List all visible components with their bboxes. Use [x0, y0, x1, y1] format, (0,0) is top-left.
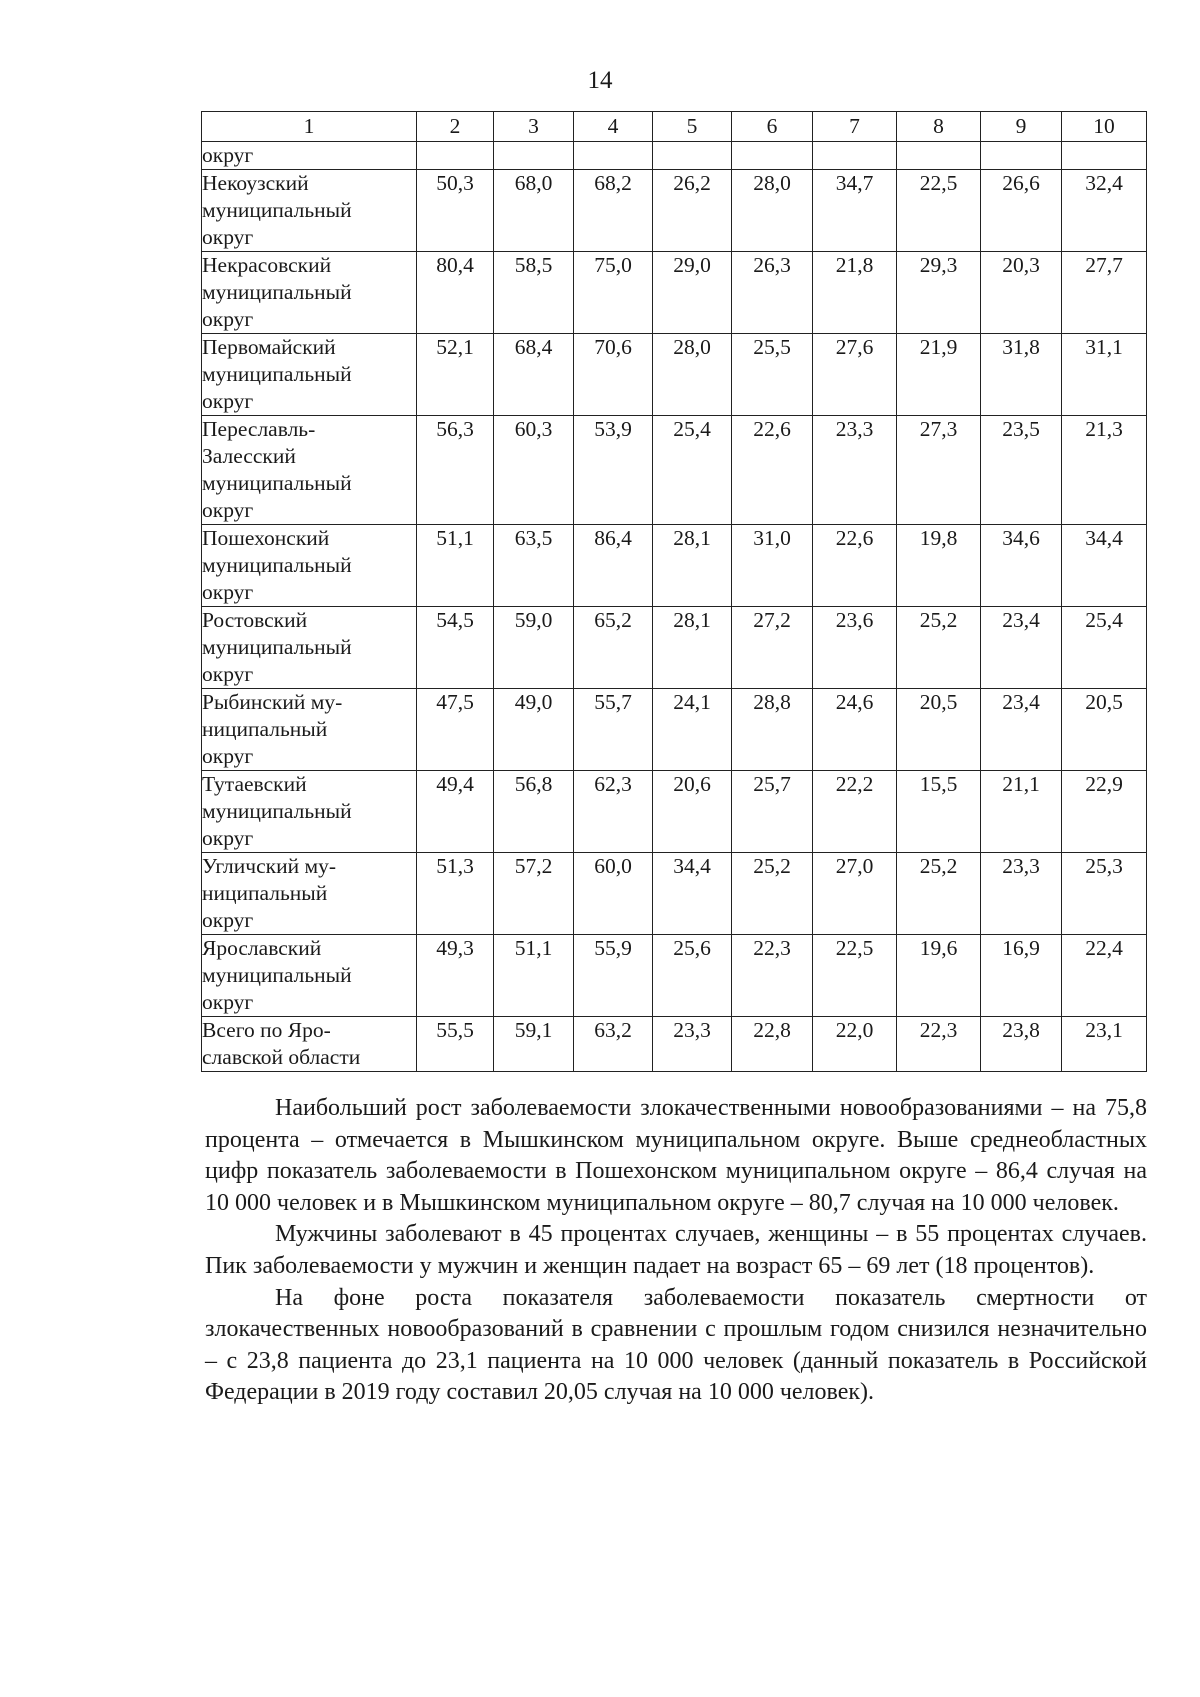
table-row: [202, 170, 1147, 252]
value-cell: 21,8: [813, 252, 897, 334]
value-cell: 22,3: [897, 1017, 981, 1072]
value-cell: 25,6: [653, 935, 732, 1017]
value-cell: 20,5: [897, 689, 981, 771]
value-cell: 34,4: [1062, 525, 1147, 607]
value-cell: 22,8: [732, 1017, 813, 1072]
value-cell: 56,8: [494, 771, 574, 853]
value-cell: 29,0: [653, 252, 732, 334]
value-cell: 51,1: [417, 525, 494, 607]
value-cell: 68,4: [494, 334, 574, 416]
value-cell: 27,6: [813, 334, 897, 416]
value-cell: 28,1: [653, 525, 732, 607]
district-name-cell: Ростовский муниципальный округ: [202, 607, 417, 689]
value-cell: 24,1: [653, 689, 732, 771]
district-name-cell: Ярославский муниципальный округ: [202, 935, 417, 1017]
value-cell: 60,3: [494, 416, 574, 525]
value-cell: 70,6: [574, 334, 653, 416]
column-header: 2: [417, 112, 494, 142]
value-cell: 34,6: [981, 525, 1062, 607]
district-name-cell: Пошехонский муниципальный округ: [202, 525, 417, 607]
value-cell: 22,9: [1062, 771, 1147, 853]
value-cell: 27,2: [732, 607, 813, 689]
value-cell: [494, 142, 574, 170]
value-cell: 25,2: [897, 853, 981, 935]
value-cell: 22,5: [813, 935, 897, 1017]
value-cell: 25,4: [1062, 607, 1147, 689]
value-cell: 31,1: [1062, 334, 1147, 416]
value-cell: 55,9: [574, 935, 653, 1017]
value-cell: 23,3: [813, 416, 897, 525]
value-cell: 23,8: [981, 1017, 1062, 1072]
table-body: [202, 142, 1147, 1072]
value-cell: 51,1: [494, 935, 574, 1017]
value-cell: 25,3: [1062, 853, 1147, 935]
value-cell: [732, 142, 813, 170]
value-cell: 49,4: [417, 771, 494, 853]
column-header: 3: [494, 112, 574, 142]
value-cell: 22,2: [813, 771, 897, 853]
paragraph: Наибольший рост заболеваемости злокачественными новообразованиями – на 75,8 процента – отмечается в Мышкинском муниципальном округе. Выше среднеобластных цифр показатель заболеваемости в Пошехонском муниципальном округе – 86,4 случая на 10 000 человек и в Мышкинском муниципальном округе – 80,7 случая на 10 000 человек.: [205, 1095, 1147, 1216]
table-row: [202, 416, 1147, 525]
value-cell: 21,1: [981, 771, 1062, 853]
district-name-cell: Первомайский муниципальный округ: [202, 334, 417, 416]
column-header: 8: [897, 112, 981, 142]
value-cell: 24,6: [813, 689, 897, 771]
value-cell: 22,3: [732, 935, 813, 1017]
value-cell: 55,5: [417, 1017, 494, 1072]
value-cell: 65,2: [574, 607, 653, 689]
body-text: [205, 1093, 1147, 1409]
value-cell: 27,3: [897, 416, 981, 525]
value-cell: [653, 142, 732, 170]
district-name-cell: Некоузский муниципальный округ: [202, 170, 417, 252]
district-name-cell: Рыбинский му- ниципальный округ: [202, 689, 417, 771]
value-cell: 28,8: [732, 689, 813, 771]
value-cell: 26,3: [732, 252, 813, 334]
district-name-cell: Переславль- Залесский муниципальный округ: [202, 416, 417, 525]
table-header-row: [202, 112, 1147, 142]
value-cell: 21,3: [1062, 416, 1147, 525]
district-name-cell: Всего по Яро- славской области: [202, 1017, 417, 1072]
value-cell: 20,5: [1062, 689, 1147, 771]
value-cell: 26,2: [653, 170, 732, 252]
value-cell: 27,7: [1062, 252, 1147, 334]
district-name-cell: округ: [202, 142, 417, 170]
column-header: 5: [653, 112, 732, 142]
value-cell: 86,4: [574, 525, 653, 607]
table-row: [202, 142, 1147, 170]
column-header: 1: [202, 112, 417, 142]
value-cell: 15,5: [897, 771, 981, 853]
morbidity-table: [201, 111, 1147, 1072]
value-cell: 75,0: [574, 252, 653, 334]
value-cell: 23,5: [981, 416, 1062, 525]
value-cell: 31,8: [981, 334, 1062, 416]
value-cell: 23,4: [981, 607, 1062, 689]
value-cell: 80,4: [417, 252, 494, 334]
value-cell: 19,8: [897, 525, 981, 607]
paragraph: На фоне роста показателя заболеваемости показатель смертности от злокачественных новообразований в сравнении с прошлым годом снизился незначительно – с 23,8 пациента до 23,1 пациента на 10 000 человек (данный показатель в Российской Федерации в 2019 году составил 20,05 случая на 10 000 человек).: [205, 1284, 1147, 1406]
value-cell: 23,3: [653, 1017, 732, 1072]
value-cell: [981, 142, 1062, 170]
value-cell: 28,0: [653, 334, 732, 416]
value-cell: 57,2: [494, 853, 574, 935]
value-cell: 34,4: [653, 853, 732, 935]
column-header: 9: [981, 112, 1062, 142]
value-cell: 53,9: [574, 416, 653, 525]
column-header: 4: [574, 112, 653, 142]
value-cell: 59,0: [494, 607, 574, 689]
value-cell: 19,6: [897, 935, 981, 1017]
table-row: [202, 607, 1147, 689]
value-cell: 68,2: [574, 170, 653, 252]
value-cell: 22,6: [813, 525, 897, 607]
value-cell: 50,3: [417, 170, 494, 252]
value-cell: 27,0: [813, 853, 897, 935]
value-cell: [417, 142, 494, 170]
column-header: 7: [813, 112, 897, 142]
value-cell: 23,6: [813, 607, 897, 689]
district-name-cell: Угличский му- ниципальный округ: [202, 853, 417, 935]
value-cell: 28,0: [732, 170, 813, 252]
value-cell: 49,0: [494, 689, 574, 771]
value-cell: 32,4: [1062, 170, 1147, 252]
table-row: [202, 525, 1147, 607]
value-cell: 20,6: [653, 771, 732, 853]
table-row: [202, 853, 1147, 935]
table-row: [202, 252, 1147, 334]
value-cell: 25,2: [732, 853, 813, 935]
value-cell: 20,3: [981, 252, 1062, 334]
value-cell: [897, 142, 981, 170]
district-name-cell: Тутаевский муниципальный округ: [202, 771, 417, 853]
value-cell: 25,5: [732, 334, 813, 416]
value-cell: 49,3: [417, 935, 494, 1017]
value-cell: 63,5: [494, 525, 574, 607]
value-cell: 23,4: [981, 689, 1062, 771]
value-cell: [574, 142, 653, 170]
value-cell: 21,9: [897, 334, 981, 416]
table-row: [202, 334, 1147, 416]
value-cell: [1062, 142, 1147, 170]
value-cell: 52,1: [417, 334, 494, 416]
paragraph: Мужчины заболевают в 45 процентах случаев, женщины – в 55 процентах случаев. Пик заболеваемости у мужчин и женщин падает на возраст 65 – 69 лет (18 процентов).: [205, 1221, 1147, 1279]
column-header: 10: [1062, 112, 1147, 142]
value-cell: 22,4: [1062, 935, 1147, 1017]
value-cell: 16,9: [981, 935, 1062, 1017]
table-row: [202, 771, 1147, 853]
value-cell: 31,0: [732, 525, 813, 607]
value-cell: 60,0: [574, 853, 653, 935]
district-name-cell: Некрасовский муниципальный округ: [202, 252, 417, 334]
value-cell: 63,2: [574, 1017, 653, 1072]
value-cell: 28,1: [653, 607, 732, 689]
value-cell: 26,6: [981, 170, 1062, 252]
value-cell: 25,2: [897, 607, 981, 689]
value-cell: 54,5: [417, 607, 494, 689]
value-cell: 59,1: [494, 1017, 574, 1072]
value-cell: 55,7: [574, 689, 653, 771]
column-header: 6: [732, 112, 813, 142]
value-cell: 22,6: [732, 416, 813, 525]
value-cell: 25,7: [732, 771, 813, 853]
value-cell: 29,3: [897, 252, 981, 334]
value-cell: 22,0: [813, 1017, 897, 1072]
value-cell: 51,3: [417, 853, 494, 935]
value-cell: 25,4: [653, 416, 732, 525]
table-row: [202, 935, 1147, 1017]
value-cell: 56,3: [417, 416, 494, 525]
table-row: [202, 689, 1147, 771]
value-cell: [813, 142, 897, 170]
value-cell: 47,5: [417, 689, 494, 771]
value-cell: 68,0: [494, 170, 574, 252]
page-number: 14: [587, 67, 613, 94]
value-cell: 58,5: [494, 252, 574, 334]
value-cell: 23,3: [981, 853, 1062, 935]
value-cell: 34,7: [813, 170, 897, 252]
table-row: [202, 1017, 1147, 1072]
value-cell: 23,1: [1062, 1017, 1147, 1072]
value-cell: 62,3: [574, 771, 653, 853]
value-cell: 22,5: [897, 170, 981, 252]
